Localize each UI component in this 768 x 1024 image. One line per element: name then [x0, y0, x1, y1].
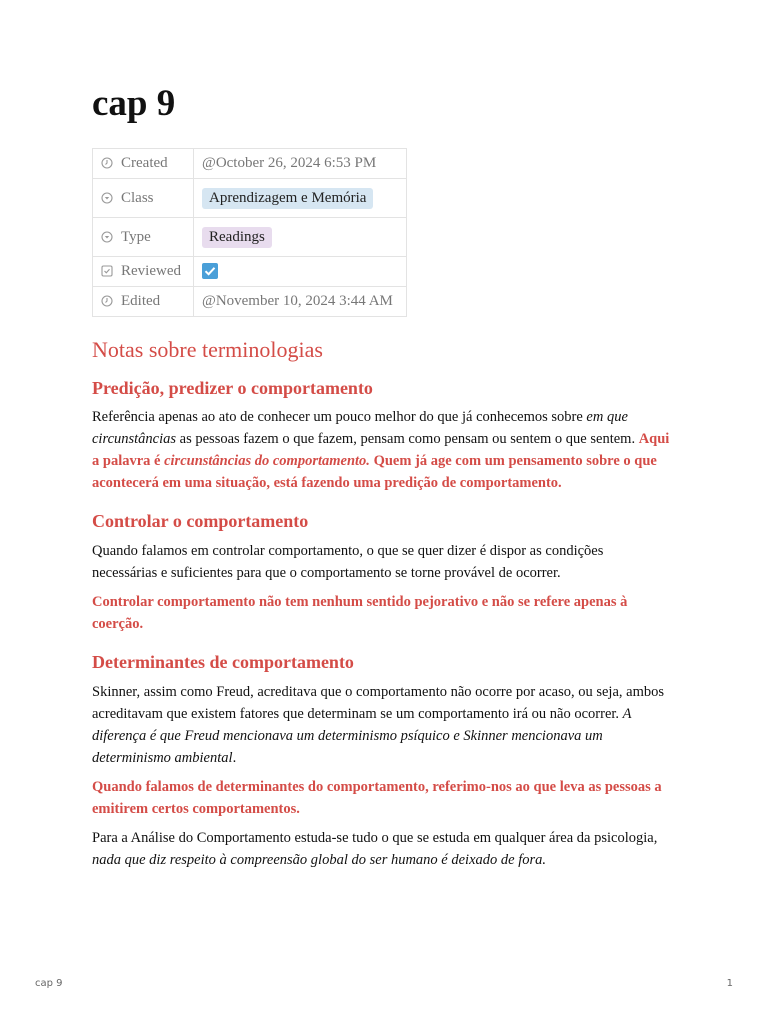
properties-table: [92, 148, 407, 317]
select-icon: [101, 231, 113, 243]
property-row-created: [93, 149, 407, 179]
section-heading: Notas sobre terminologias: [92, 337, 323, 363]
clock-icon: [101, 295, 113, 307]
type-tag[interactable]: Readings: [202, 227, 272, 248]
section-predicao: [92, 378, 672, 495]
paragraph: Para a Análise do Comportamento estuda-se tudo o que se estuda em qualquer área da psicologia, nada que diz respeito à compreensão global do ser humano é deixado de fora.: [92, 829, 658, 868]
subsection-heading: Determinantes de comportamento: [92, 651, 354, 672]
property-row-class: [93, 179, 407, 218]
paragraph: Referência apenas ao ato de conhecer um pouco melhor do que já conhecemos sobre em que circunstâncias as pessoas fazem o que fazem, pensam como pensam ou sentem o que sentem. Aqui a palavra é circunstâncias do comportamento. Quem já age com um pensamento sobre o que acontecerá em uma situação, está fazendo uma predição de comportamento.: [92, 409, 670, 492]
property-value-created: @October 26, 2024 6:53 PM: [194, 149, 407, 179]
property-label: Reviewed: [121, 263, 181, 280]
page-number: 1: [726, 978, 733, 989]
paragraph: Quando falamos em controlar comportamento, o que se quer dizer é dispor as condições necessárias e suficientes para que o comportamento se torne provável de ocorrer.: [92, 542, 604, 581]
select-icon: [101, 192, 113, 204]
property-label: Edited: [121, 293, 161, 310]
checkmark-icon: [202, 263, 218, 279]
highlight-paragraph: Controlar comportamento não tem nenhum sentido pejorativo e não se refere apenas à coerção.: [92, 593, 628, 632]
footer-title: cap 9: [35, 978, 63, 989]
class-tag[interactable]: Aprendizagem e Memória: [202, 188, 373, 209]
property-label: Created: [121, 155, 168, 172]
clock-icon: [101, 157, 113, 169]
page-title: cap 9: [92, 83, 176, 124]
property-value-edited: @November 10, 2024 3:44 AM: [194, 287, 407, 317]
section-controlar: [92, 511, 672, 635]
subsection-heading: Predição, predizer o comportamento: [92, 377, 373, 398]
reviewed-checkbox[interactable]: [202, 263, 218, 279]
property-row-reviewed: [93, 257, 407, 287]
property-label: Type: [121, 228, 151, 245]
paragraph: Skinner, assim como Freud, acreditava que o comportamento não ocorre por acaso, ou seja, ambos acreditavam que existem fatores que determinam se um comportamento irá ou não ocorrer. A diferença é que Freud mencionava um determinismo psíquico e Skinner mencionava um determinismo ambiental.: [92, 683, 664, 766]
highlight-paragraph: Quando falamos de determinantes do comportamento, referimo-nos ao que leva as pessoas a emitirem certos comportamentos.: [92, 778, 662, 817]
checkbox-icon: [101, 265, 113, 277]
section-determinantes: [92, 652, 672, 871]
page-content: [92, 82, 672, 888]
subsection-heading: Controlar o comportamento: [92, 511, 309, 532]
property-label: Class: [121, 189, 154, 206]
property-row-type: [93, 218, 407, 257]
property-row-edited: [93, 287, 407, 317]
